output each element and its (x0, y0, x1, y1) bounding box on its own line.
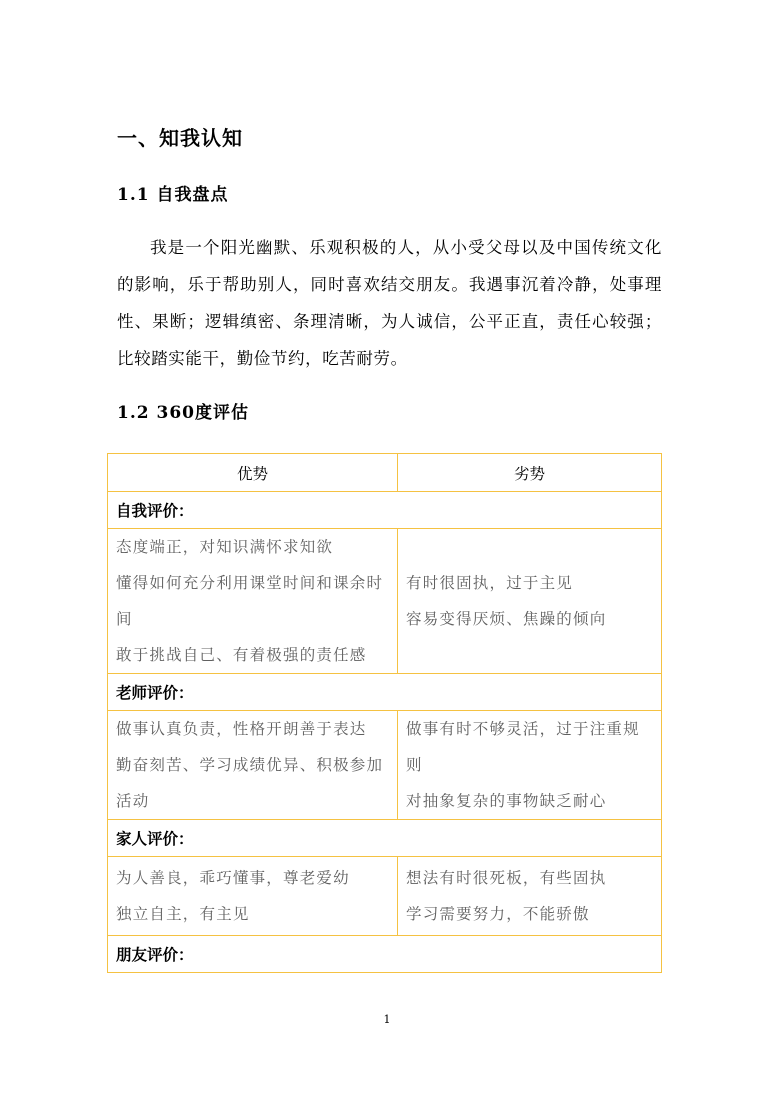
list-item: 学习需要努力，不能骄傲 (406, 905, 590, 923)
section-title-self-inventory: 1.1 自我盘点 (117, 185, 229, 205)
family-strengths-cell (108, 857, 398, 936)
list-item: 做事认真负责，性格开朗善于表达 (116, 720, 367, 738)
list-item: 容易变得厌烦、焦躁的倾向 (406, 610, 607, 628)
table-header-row (108, 454, 662, 492)
list-item: 态度端正，对知识满怀求知欲 (116, 538, 334, 556)
table-row (108, 529, 662, 674)
family-weaknesses-cell (398, 857, 662, 936)
self-weaknesses-cell (398, 529, 662, 674)
section-title-360-evaluation: 1.2 360度评估 (117, 403, 249, 423)
teacher-strengths-cell (108, 711, 398, 820)
list-item: 有时很固执，过于主见 (406, 574, 574, 592)
list-item: 懂得如何充分利用课堂时间和课余时间 (116, 574, 384, 628)
self-inventory-paragraph: 我是一个阳光幽默、乐观积极的人，从小受父母以及中国传统文化的影响，乐于帮助别人，同时喜欢结交朋友。我遇事沉着冷静，处事理性、果断；逻辑缜密、条理清晰，为人诚信，公平正直，责任心较强；比较踏实能干，勤俭节约，吃苦耐劳。 (117, 238, 662, 368)
friends-evaluation-label: 朋友评价： (108, 936, 662, 973)
list-item: 敢于挑战自己、有着极强的责任感 (116, 646, 367, 664)
page-number: 1 (383, 1013, 391, 1026)
table-row (108, 674, 662, 711)
page-heading: 一、知我认知 (117, 126, 243, 150)
evaluation-table (107, 453, 662, 973)
list-item: 对抽象复杂的事物缺乏耐心 (406, 792, 607, 810)
list-item: 独立自主，有主见 (116, 905, 250, 923)
self-strengths-cell (108, 529, 398, 674)
list-item: 勤奋刻苦、学习成绩优异、积极参加活动 (116, 756, 384, 810)
table-row (108, 711, 662, 820)
list-item: 想法有时很死板，有些固执 (406, 869, 607, 887)
self-evaluation-label: 自我评价： (108, 492, 662, 529)
weakness-column-header: 劣势 (398, 454, 662, 492)
family-evaluation-label: 家人评价： (108, 820, 662, 857)
table-row (108, 492, 662, 529)
table-row (108, 857, 662, 936)
table-row (108, 936, 662, 973)
list-item: 为人善良，乖巧懂事，尊老爱幼 (116, 869, 350, 887)
teacher-evaluation-label: 老师评价： (108, 674, 662, 711)
strength-column-header: 优势 (108, 454, 398, 492)
table-row (108, 820, 662, 857)
teacher-weaknesses-cell (398, 711, 662, 820)
list-item: 做事有时不够灵活，过于注重规则 (406, 720, 640, 774)
